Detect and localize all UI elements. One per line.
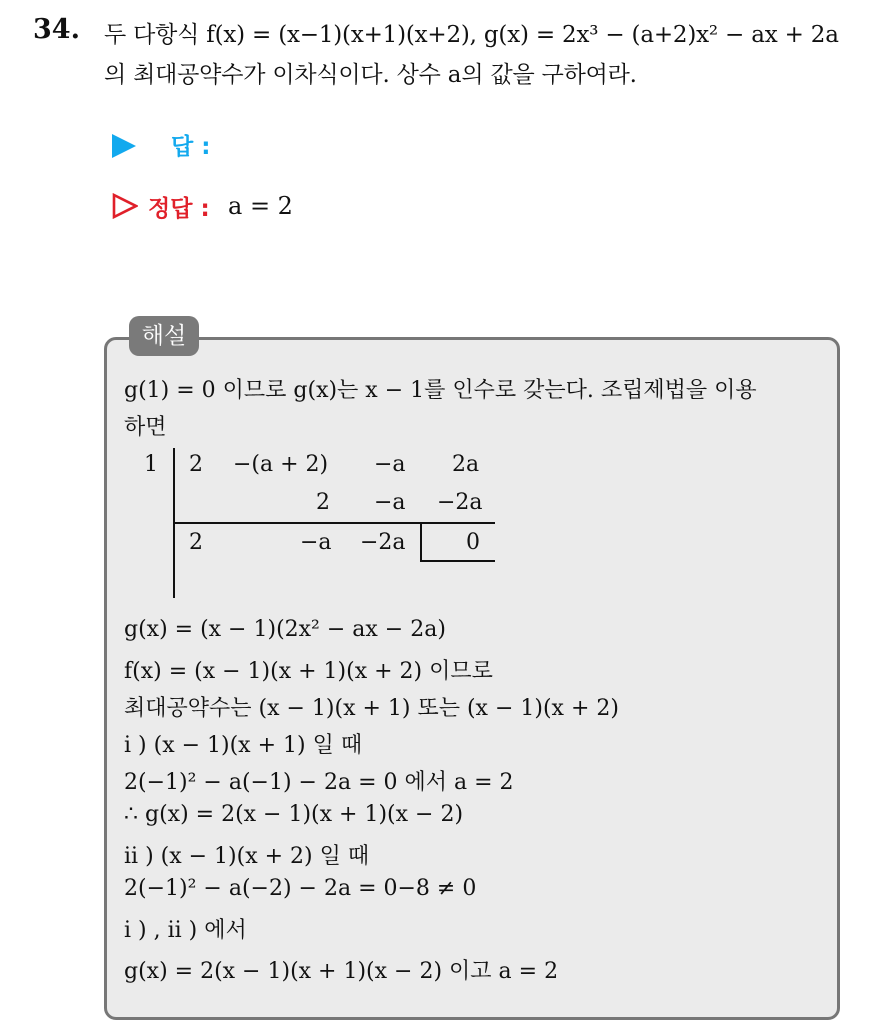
synthetic-divisor: 1 [144,452,158,477]
solution-line: ii ) (x − 1)(x + 2) 일 때 [124,844,370,869]
solution-line: 2(−1)² − a(−2) − 2a = 0−8 ≠ 0 [124,876,477,901]
solution-line: i ) , ii ) 에서 [124,918,247,943]
correct-answer-label: 정답 : [148,196,210,222]
solution-line-intro-1: g(1) = 0 이므로 g(x)는 x − 1를 인수로 갖는다. 조립제법을 이용 [124,378,757,403]
solution-line: 2(−1)² − a(−1) − 2a = 0 에서 a = 2 [124,770,514,795]
synthetic-row2-cell: −a [374,490,406,515]
synthetic-row2-cell: 2 [316,490,330,515]
synthetic-row3-cell: −a [300,530,332,555]
remainder-box-bottom [420,560,495,562]
solution-line: g(x) = (x − 1)(2x² − ax − 2a) [124,617,446,642]
question-text-line-1: 두 다항식 f(x) = (x−1)(x+1)(x+2), g(x) = 2x³ − (a+2)x² − ax + 2a [104,22,839,48]
synthetic-row3-cell: 2 [189,530,203,555]
answer-marker-icon [112,130,136,158]
synthetic-row2-cell: −2a [437,490,483,515]
synthetic-row1-cell: 2a [452,452,480,477]
solution-tab: 해설 [129,316,199,356]
synthetic-remainder: 0 [466,530,480,555]
synthetic-row3-cell: −2a [360,530,406,555]
solution-line: f(x) = (x − 1)(x + 1)(x + 2) 이므로 [124,659,493,684]
correct-answer-value: a = 2 [228,192,293,220]
synthetic-row1-cell: −(a + 2) [233,452,329,477]
correct-answer-marker-icon [112,193,138,219]
solution-line: 최대공약수는 (x − 1)(x + 1) 또는 (x − 1)(x + 2) [124,696,619,721]
answer-label: 답 : [171,134,211,160]
question-number: 34. [33,14,80,45]
solution-line-intro-2: 하면 [124,415,167,440]
synthetic-row1-cell: 2 [189,452,203,477]
remainder-box-left [420,524,422,562]
question-text-line-2: 의 최대공약수가 이차식이다. 상수 a의 값을 구하여라. [104,62,637,88]
synthetic-horizontal-rule [173,522,495,524]
solution-line: ∴ g(x) = 2(x − 1)(x + 1)(x − 2) [124,802,464,827]
solution-line: i ) (x − 1)(x + 1) 일 때 [124,733,363,758]
solution-line: g(x) = 2(x − 1)(x + 1)(x − 2) 이고 a = 2 [124,959,559,984]
synthetic-row1-cell: −a [374,452,406,477]
